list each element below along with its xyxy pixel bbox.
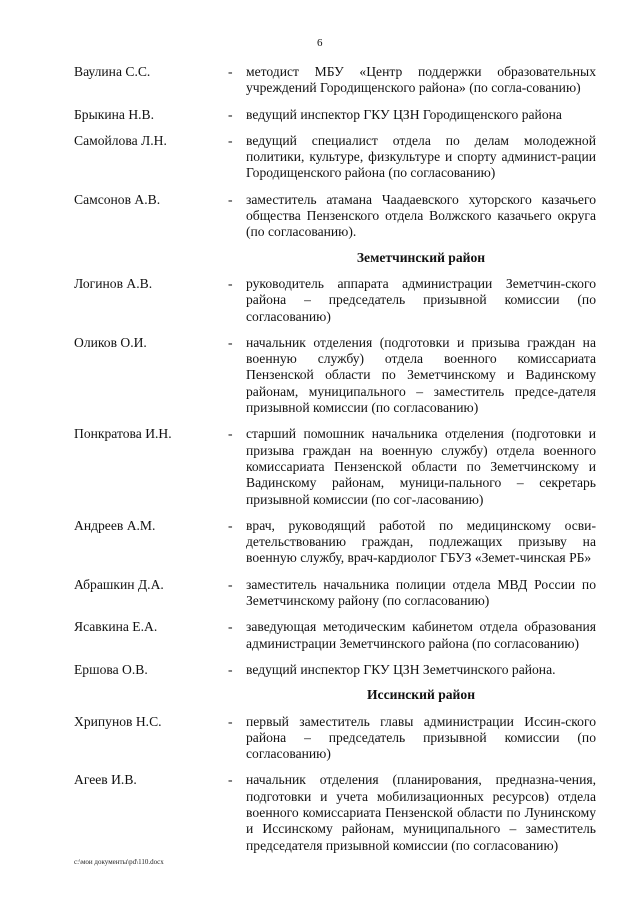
member-role: ведущий специалист отдела по делам молодежной политики, культуре, физкультуре и спорту админист-рации Городищенского района (по согласованию) [246,132,596,181]
entry-dash: - [228,64,233,79]
entry-dash: - [228,517,233,533]
member-name: Агеев И.В. [74,772,137,788]
member-role: врач, руководящий работой по медицинскому осви-детельствованию граждан, подлежащих призыву на военную службу, врач-кардиолог ГБУЗ «Земет-чинская РБ» [246,517,596,566]
member-name: Оликов О.И. [74,334,147,350]
section-heading-zemetchinsky: Земетчинский район [356,249,486,265]
entry-dash: - [228,619,233,635]
member-name: Самойлова Л.Н. [74,132,167,148]
list-entry [74,107,596,123]
member-role: начальник отделения (планирования, предназна-чения, подготовки и учета мобилизационных ресурсов) отдела военного комиссариата Пензенской области по Лунинскому и Иссинскому районам, муниципального – заместитель председателя призывной комиссии (по согласованию) [246,772,596,853]
entry-dash: - [228,334,233,350]
member-name: Самсонов А.В. [74,191,161,207]
member-name: Абрашкин Д.А. [74,576,164,592]
list-entry [74,335,596,416]
entry-dash: - [228,275,233,291]
member-role: заместитель атамана Чаадаевского хуторского казачьего общества Пензенского отдела Волжского казачьего округа (по согласованию). [246,191,596,240]
entry-dash: - [228,106,233,122]
member-name: Понкратова И.Н. [74,426,172,442]
member-role: методист МБУ «Центр поддержки образовательных учреждений Городищенского района» (по согла-сованию) [246,64,596,96]
list-entry [74,518,596,567]
section-heading-issinsky: Иссинский район [366,687,476,703]
entry-dash: - [228,713,233,729]
member-role: первый заместитель главы администрации Иссин-ского района – председатель призывной комиссии (по согласованию) [246,713,596,762]
member-role: ведущий инспектор ГКУ ЦЗН Городищенского района [246,106,562,122]
entry-dash: - [228,426,233,442]
member-name: Логинов А.В. [74,275,153,291]
member-name: Ясавкина Е.А. [74,619,158,635]
entry-dash: - [228,576,233,592]
member-name: Ершова О.В. [74,661,148,677]
member-role: заведующая методическим кабинетом отдела образования администрации Земетчинского района (по согласованию) [246,619,596,651]
member-name: Андреев А.М. [74,517,156,533]
page-number: 6 [317,37,323,49]
list-entry [74,577,596,610]
list-entry [74,772,596,853]
commission-list [74,64,596,854]
member-name: Брыкина Н.В. [74,106,155,122]
member-role: старший помошник начальника отделения (подготовки и призыва граждан на военную службу) отдела военного комиссариата Пензенской области по Земетчинскому и Вадинскому районам, муници-пального – секретарь призывной комиссии (по сог-ласованию) [246,426,596,507]
member-role: начальник отделения (подготовки и призыва граждан на военную службу) отдела военного комиссариата Пензенской области по Земетчинскому и Вадинскому районам, муниципального – заместитель предсе-дателя призывной комиссии (по согласованию) [246,334,596,416]
member-name: Хрипунов Н.С. [74,713,162,729]
entry-dash: - [228,661,233,677]
entry-dash: - [228,132,233,148]
footer-file-path: c:\мои документы\pd\110.docx [74,858,164,866]
list-entry [74,619,596,652]
member-role: заместитель начальника полиции отдела МВД России по Земетчинскому району (по согласованию) [246,576,596,609]
entry-dash: - [228,191,233,207]
list-entry [74,426,596,507]
list-entry [74,276,596,325]
list-entry [74,64,596,97]
list-entry [74,133,596,182]
member-role: руководитель аппарата администрации Земетчин-ского района – председатель призывной комиссии (по согласованию) [246,275,596,324]
entry-dash: - [228,772,233,788]
list-entry [74,192,596,241]
list-entry [74,662,596,678]
member-name: Ваулина С.С. [74,64,151,79]
list-entry [74,714,596,763]
member-role: ведущий инспектор ГКУ ЦЗН Земетчинского района. [246,661,556,677]
